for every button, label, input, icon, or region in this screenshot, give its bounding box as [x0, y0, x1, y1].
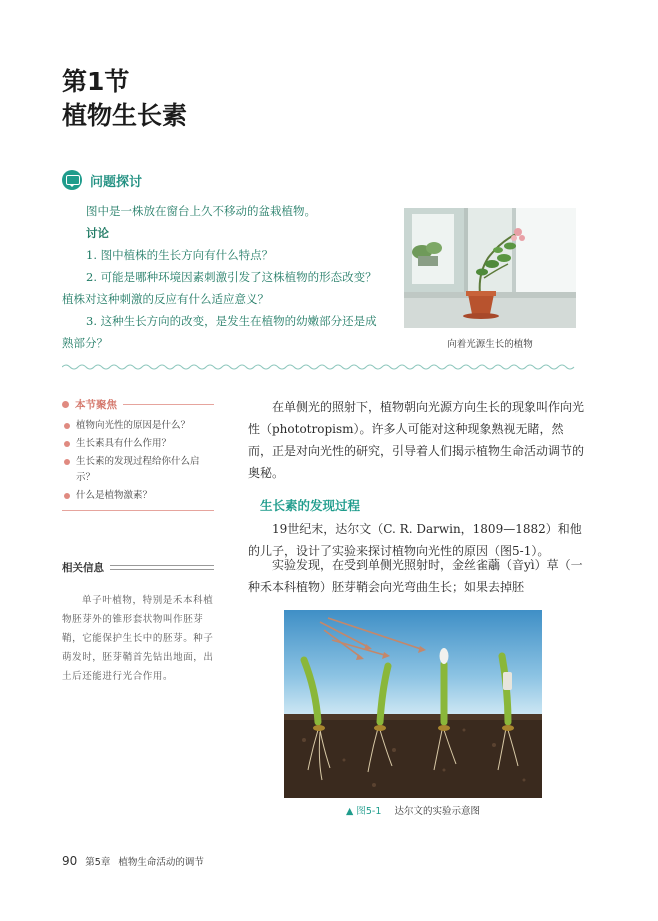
focus-bottom-rule: [62, 510, 214, 511]
experiment-paragraph-block: [248, 554, 584, 598]
chapter-number: 第5章: [85, 857, 111, 868]
window-plant-photo: [404, 208, 576, 328]
wave-divider: [62, 362, 578, 372]
focus-item: 什么是植物激素？: [62, 488, 214, 504]
figure-number: 图5-1: [356, 806, 382, 817]
chapter-title: 植物生命活动的调节: [118, 857, 204, 868]
page-footer: [62, 854, 204, 868]
discussion-label: 讨论: [86, 226, 109, 240]
section-number: 第1节: [62, 67, 130, 96]
figure-caption: [284, 803, 542, 817]
focus-header-rule: [123, 404, 214, 405]
section-title: 植物生长素: [62, 101, 188, 130]
question-1: 1. 图中植株的生长方向有什么特点？: [86, 248, 274, 262]
focus-item: 生长素的发现过程给你什么启示？: [62, 454, 214, 486]
related-info-rule: [110, 565, 214, 570]
darwin-experiment-figure: [284, 610, 542, 798]
related-info-title: 相关信息: [62, 562, 104, 574]
subheading: 生长素的发现过程: [260, 498, 361, 513]
intro-paragraph-block: [248, 396, 584, 484]
question-2: 2. 可能是哪种环境因素刺激引发了这株植物的形态改变？植株对这种刺激的反应有什么适应意义？: [62, 270, 377, 306]
bullet-dot-icon: [62, 401, 69, 408]
related-info-header: [62, 560, 214, 575]
photo-caption: 向着光源生长的植物: [447, 339, 533, 350]
focus-list: [62, 418, 214, 504]
section-focus-box: [62, 396, 214, 511]
inquiry-body: [62, 200, 382, 354]
inquiry-header: [62, 170, 142, 190]
related-info-body: 单子叶植物，特别是禾本科植物胚芽外的锥形套状物叫作胚芽鞘，它能保护生长中的胚芽。种子萌发时，胚芽鞘首先钻出地面，出土后还能进行光合作用。: [62, 595, 214, 682]
intro-paragraph: 在单侧光的照射下，植物朝向光源方向生长的现象叫作向光性（phototropism）。许多人可能对这种现象熟视无睹，然而，正是对向光性的研究，引导着人们揭示植物生命活动调节的奥秘。: [248, 400, 585, 480]
experiment-paragraph: 实验发现，在受到单侧光照射时，金丝雀虉（音yì）草（一种禾本科植物）胚芽鞘会向光弯曲生长；如果去掉胚: [248, 558, 583, 594]
focus-item: 植物向光性的原因是什么？: [62, 418, 214, 434]
inquiry-intro: 图中是一株放在窗台上久不移动的盆栽植物。: [86, 204, 316, 218]
page-number: 90: [62, 854, 78, 868]
chat-icon: [62, 170, 82, 190]
question-3: 3. 这种生长方向的改变，是发生在植物的幼嫩部分还是成熟部分？: [62, 314, 377, 350]
focus-title: 本节聚焦: [75, 398, 117, 411]
darwin-paragraph: 19世纪末，达尔文（C. R. Darwin，1809—1882）和他的儿子，设计了实验来探讨植物向光性的原因（图5-1）。: [248, 522, 582, 558]
figure-caption-text: 达尔文的实验示意图: [394, 806, 480, 817]
related-info-box: [62, 560, 214, 686]
focus-item: 生长素具有什么作用？: [62, 436, 214, 452]
focus-header: [62, 396, 214, 412]
triangle-icon: ▲: [346, 806, 354, 817]
inquiry-title: 问题探讨: [90, 174, 143, 190]
